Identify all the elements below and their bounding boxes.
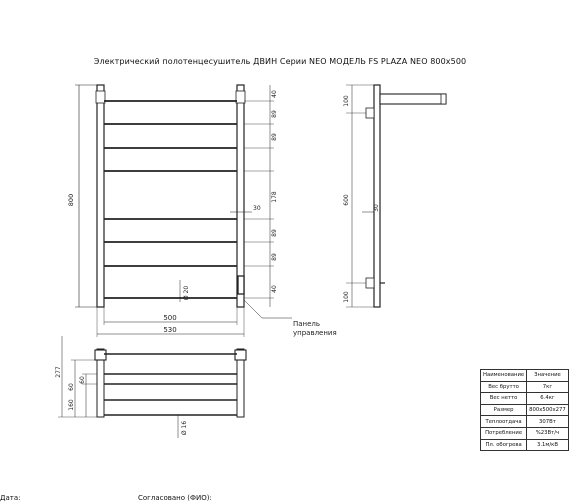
table-row [481, 404, 569, 416]
spec-value: 6.4кг [527, 393, 569, 405]
spec-value: 7кг [527, 381, 569, 393]
right-bracket [236, 91, 245, 103]
dim-side-top: 100 [343, 95, 350, 107]
dim-height: 800 [67, 193, 75, 207]
dim-pitch-5: 89 [271, 229, 278, 237]
spec-value: %23Вт/ч [527, 427, 569, 439]
dim-pitch-7: 40 [271, 285, 278, 293]
spec-key: Потребление [481, 427, 527, 439]
front-rungs [104, 101, 237, 301]
table-row [481, 427, 569, 439]
spec-table [480, 369, 569, 451]
table-row [481, 439, 569, 451]
dim-offset-front: 30 [253, 205, 261, 212]
footer-approved-label: Согласовано (ФИО): [138, 494, 212, 502]
dim-pitch-1: 40 [271, 90, 278, 98]
side-top-cap [441, 94, 446, 104]
dim-inner-width: 500 [163, 314, 177, 322]
spec-key: Вес нетто [481, 393, 527, 405]
dim-side-bottom: 100 [343, 291, 350, 303]
dim-side-middle: 600 [343, 194, 350, 206]
table-row [481, 416, 569, 428]
spec-header-value: Значение [527, 370, 569, 382]
dim-pitch-2: 89 [271, 110, 278, 118]
side-post [374, 85, 380, 307]
control-panel-label-1: Панель [293, 320, 321, 328]
dim-pitch-4: 178 [271, 191, 278, 203]
control-panel-block [238, 276, 244, 294]
side-top-rail [380, 94, 446, 104]
dim-rail-diameter: Ø 20 [183, 285, 190, 301]
side-wall-bracket-top [366, 108, 374, 118]
side-view [343, 85, 446, 307]
side-wall-bracket-bottom [366, 278, 374, 288]
spec-value: 800x500x277 [527, 404, 569, 416]
spec-header-row [481, 370, 569, 382]
left-post [97, 85, 104, 307]
left-bracket [96, 91, 105, 103]
dim-offset-side: 30 [373, 204, 380, 212]
spec-key: Размер [481, 404, 527, 416]
top-left-cap [95, 350, 106, 360]
dim-pitch-6: 89 [271, 253, 278, 261]
top-rungs [104, 354, 237, 415]
spec-key: Теплоотдача [481, 416, 527, 428]
dim-outer-width: 530 [163, 326, 177, 334]
dim-top-diameter: Ø 16 [181, 420, 188, 436]
spec-value: 307Вт [527, 416, 569, 428]
spec-value: 3.1м/кВ [527, 439, 569, 451]
top-right-cap [235, 350, 246, 360]
dim-depth: 277 [55, 366, 62, 378]
spec-header-name: Наименование [481, 370, 527, 382]
dim-pitch-3: 89 [271, 133, 278, 141]
footer-date-label: Дата: [0, 494, 21, 502]
top-view [55, 336, 246, 438]
table-row [481, 393, 569, 405]
dim-depth-part-2: 60 [79, 376, 86, 384]
spec-key: Вес брутто [481, 381, 527, 393]
dim-depth-part-3: 160 [68, 399, 75, 411]
dim-depth-part-1: 60 [68, 383, 75, 391]
drawing-title: Электрический полотенцесушитель ДВИН Серии NEO МОДЕЛЬ FS PLAZA NEO 800x500 [93, 57, 467, 66]
table-row [481, 381, 569, 393]
control-panel-label-2: управления [293, 329, 337, 337]
spec-key: Пл. обогрева [481, 439, 527, 451]
right-post [237, 85, 244, 307]
front-view [67, 85, 337, 337]
